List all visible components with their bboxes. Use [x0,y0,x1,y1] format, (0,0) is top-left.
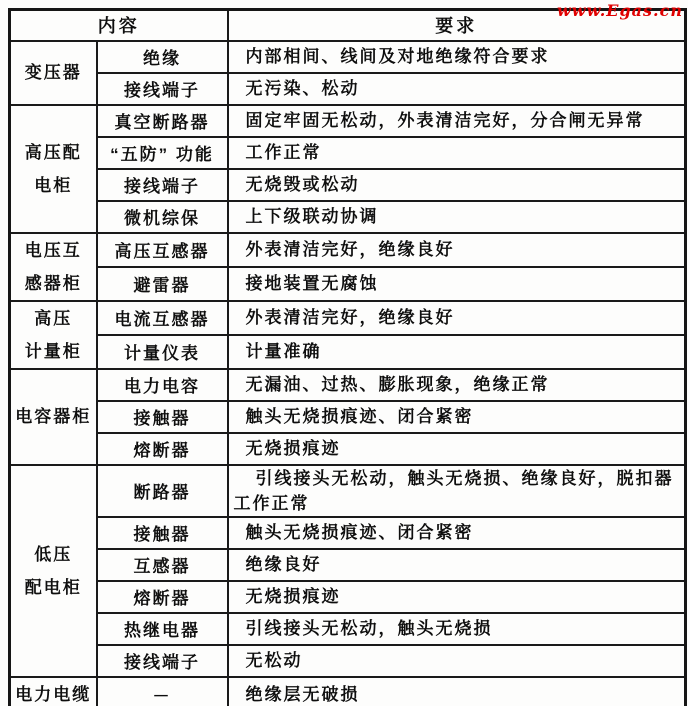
header-content: 内容 [10,10,228,41]
table-row [10,137,686,169]
table-row [10,433,686,465]
item-cell: 断路器 [97,465,228,517]
table-row [10,677,686,706]
requirement-cell: 内部相间、线间及对地绝缘符合要求 [228,41,686,73]
requirement-cell: 触头无烧损痕迹、闭合紧密 [228,517,686,549]
table-row [10,73,686,105]
requirement-cell: 引线接头无松动，触头无烧损、绝缘良好，脱扣器工作正常 [228,465,686,517]
table-row [10,401,686,433]
table-row [10,335,686,369]
table-body [10,41,686,706]
group-label-line: 电力电缆 [15,684,92,704]
requirement-cell: 接地装置无腐蚀 [228,267,686,301]
group-label-line: 计量柜 [24,341,82,361]
table-row [10,41,686,73]
group-label-cell [10,301,97,369]
watermark-text: www.Egas.cn [557,1,683,20]
item-cell: 真空断路器 [97,105,228,137]
requirement-cell: 固定牢固无松动，外表清洁完好，分合闸无异常 [228,105,686,137]
requirement-cell: 绝缘良好 [228,549,686,581]
group-label-line: 电柜 [34,175,73,195]
item-cell: 熔断器 [97,581,228,613]
group-label-cell [10,41,97,105]
requirement-cell: 无漏油、过热、膨胀现象，绝缘正常 [228,369,686,401]
table-row [10,201,686,233]
group-label-cell [10,465,97,677]
item-cell: 计量仪表 [97,335,228,369]
requirement-cell: 触头无烧损痕迹、闭合紧密 [228,401,686,433]
table-row [10,581,686,613]
item-cell: 接线端子 [97,73,228,105]
header-requirement: 要求 [228,10,686,41]
requirement-cell: 工作正常 [228,137,686,169]
table-row [10,105,686,137]
group-label-line: 高压配 [24,142,82,162]
requirement-cell: 无污染、松动 [228,73,686,105]
item-cell: 电流互感器 [97,301,228,335]
item-cell: 接触器 [97,401,228,433]
item-cell: 接线端子 [97,645,228,677]
requirement-cell: 外表清洁完好，绝缘良好 [228,233,686,267]
inspection-table [8,8,687,706]
item-cell: 避雷器 [97,267,228,301]
item-cell: 互感器 [97,549,228,581]
item-cell: 高压互感器 [97,233,228,267]
item-cell: 电力电容 [97,369,228,401]
group-label-line: 电压互 [24,240,82,260]
table-row [10,233,686,267]
group-label-cell [10,369,97,465]
group-label-line: 配电柜 [24,577,82,597]
group-label-cell [10,677,97,706]
item-cell: 接触器 [97,517,228,549]
item-cell: 绝缘 [97,41,228,73]
table-row [10,549,686,581]
table-row [10,465,686,517]
item-cell: 微机综保 [97,201,228,233]
table-row [10,369,686,401]
requirement-cell: 无烧毁或松动 [228,169,686,201]
table-row [10,517,686,549]
group-label-cell [10,105,97,233]
table-row [10,301,686,335]
item-cell: “五防” 功能 [97,137,228,169]
requirement-cell: 无松动 [228,645,686,677]
requirement-cell: 绝缘层无破损 [228,677,686,706]
requirement-cell: 上下级联动协调 [228,201,686,233]
requirement-cell: 无烧损痕迹 [228,433,686,465]
item-cell: 熔断器 [97,433,228,465]
group-label-line: 低压 [34,544,73,564]
group-label-cell [10,233,97,301]
table-row [10,169,686,201]
group-label-line: 变压器 [24,63,82,82]
requirement-cell: 无烧损痕迹 [228,581,686,613]
group-label-line: 电容器柜 [15,407,92,426]
requirement-cell: 计量准确 [228,335,686,369]
requirement-cell: 外表清洁完好，绝缘良好 [228,301,686,335]
item-cell: － [97,677,228,706]
table-row [10,645,686,677]
requirement-cell: 引线接头无松动，触头无烧损 [228,613,686,645]
table-row [10,267,686,301]
group-label-line: 高压 [34,308,73,328]
item-cell: 接线端子 [97,169,228,201]
group-label-line: 感器柜 [24,273,82,293]
table-row [10,613,686,645]
item-cell: 热继电器 [97,613,228,645]
